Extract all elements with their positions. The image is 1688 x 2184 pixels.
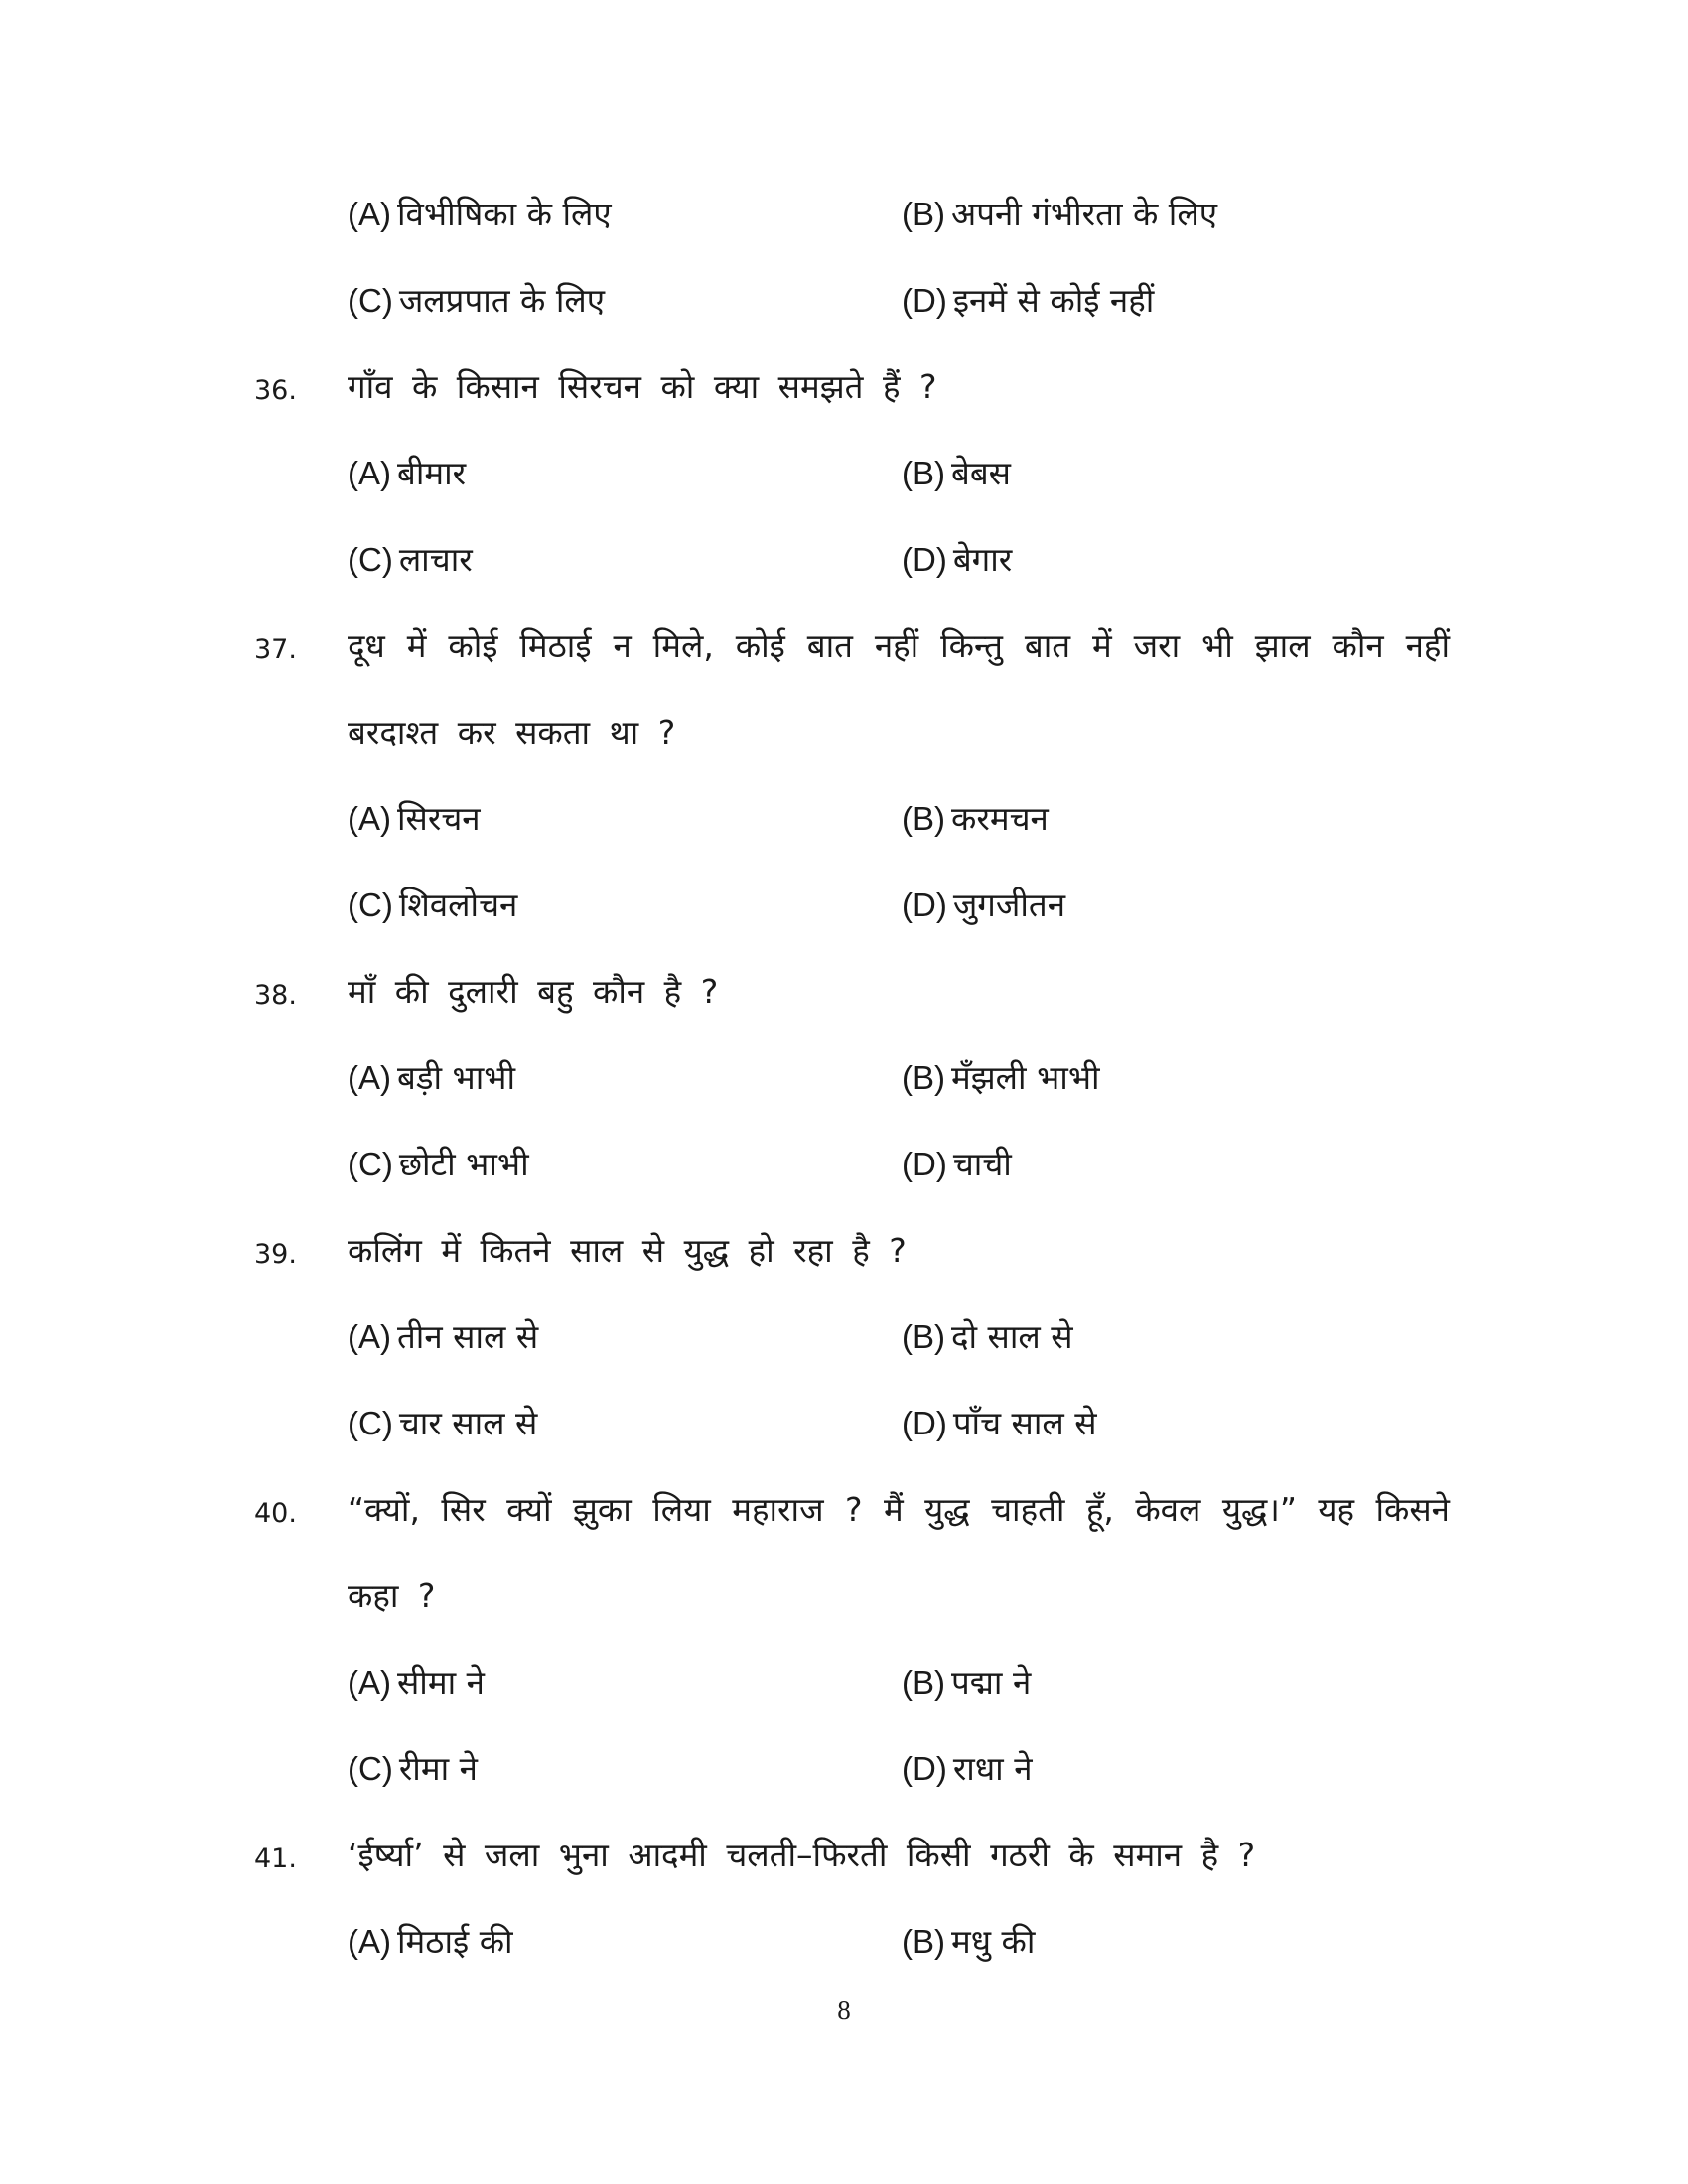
option-row bbox=[0, 862, 1688, 948]
option-text: लाचार bbox=[398, 540, 473, 579]
page-number: 8 bbox=[837, 1995, 851, 2025]
answer-option bbox=[348, 430, 466, 516]
question-text: “क्यों, सिर क्यों झुका लिया महाराज ? मैं युद्ध चाहती हूँ, केवल युद्ध।” यह किसने bbox=[348, 1490, 1450, 1529]
option-text: बेगार bbox=[952, 540, 1013, 579]
option-text: करमचन bbox=[951, 799, 1049, 838]
question-text: ‘ईर्ष्या’ से जला भुना आदमी चलती–फिरती किसी गठरी के समान है ? bbox=[348, 1836, 1256, 1874]
option-row bbox=[0, 257, 1688, 343]
question-text: गाँव के किसान सिरचन को क्या समझते हैं ? bbox=[348, 367, 937, 406]
question-line bbox=[0, 343, 1688, 430]
option-text: बड़ी भाभी bbox=[397, 1058, 516, 1097]
question-block bbox=[0, 1466, 1688, 1812]
option-label: (C) bbox=[348, 1750, 393, 1787]
answer-option bbox=[348, 1639, 485, 1725]
option-label: (C) bbox=[348, 887, 393, 923]
option-text: पद्मा ने bbox=[951, 1663, 1032, 1702]
question-block bbox=[0, 603, 1688, 948]
answer-option bbox=[348, 1380, 537, 1466]
carryover-options bbox=[0, 171, 1688, 343]
question-block bbox=[0, 948, 1688, 1207]
option-label: (B) bbox=[902, 1318, 945, 1355]
option-label: (D) bbox=[902, 887, 947, 923]
question-line bbox=[0, 1812, 1688, 1898]
option-label: (A) bbox=[348, 1318, 391, 1355]
question-number: 36. bbox=[254, 375, 297, 406]
option-row bbox=[0, 1639, 1688, 1725]
question-text: बरदाश्त कर सकता था ? bbox=[348, 713, 676, 751]
option-label: (B) bbox=[902, 800, 945, 837]
answer-option bbox=[902, 1121, 1012, 1207]
answer-option bbox=[902, 1898, 1035, 1984]
answer-option bbox=[348, 257, 605, 343]
option-label: (C) bbox=[348, 1405, 393, 1441]
option-text: मधु की bbox=[951, 1922, 1036, 1961]
question-number: 39. bbox=[254, 1239, 297, 1270]
option-row bbox=[0, 775, 1688, 862]
option-label: (D) bbox=[902, 1405, 947, 1441]
question-block bbox=[0, 1207, 1688, 1466]
option-label: (D) bbox=[902, 282, 947, 319]
question-line bbox=[0, 1553, 1688, 1639]
option-text: शिवलोचन bbox=[398, 886, 518, 924]
option-row bbox=[0, 430, 1688, 516]
answer-option bbox=[348, 171, 612, 257]
option-label: (B) bbox=[902, 1923, 945, 1960]
option-row bbox=[0, 1898, 1688, 1984]
option-text: बीमार bbox=[397, 454, 467, 492]
answer-option bbox=[902, 775, 1049, 862]
option-text: सीमा ने bbox=[397, 1663, 485, 1702]
question-text: दूध में कोई मिठाई न मिले, कोई बात नहीं किन्तु बात में जरा भी झाल कौन नहीं bbox=[348, 626, 1450, 665]
option-text: दो साल से bbox=[951, 1317, 1073, 1356]
option-row bbox=[0, 1380, 1688, 1466]
option-text: मँझली भाभी bbox=[951, 1058, 1100, 1097]
option-row bbox=[0, 1294, 1688, 1380]
option-row bbox=[0, 171, 1688, 257]
question-block bbox=[0, 1812, 1688, 1984]
option-text: चार साल से bbox=[398, 1404, 538, 1442]
answer-option bbox=[902, 430, 1011, 516]
option-label: (C) bbox=[348, 1146, 393, 1182]
option-text: चाची bbox=[952, 1145, 1012, 1183]
answer-option bbox=[348, 1034, 515, 1121]
option-label: (B) bbox=[902, 1059, 945, 1096]
option-text: मिठाई की bbox=[397, 1922, 513, 1961]
answer-option bbox=[348, 775, 481, 862]
option-text: छोटी भाभी bbox=[398, 1145, 529, 1183]
option-label: (D) bbox=[902, 1750, 947, 1787]
option-label: (A) bbox=[348, 455, 391, 491]
option-label: (D) bbox=[902, 1146, 947, 1182]
option-text: जलप्रपात के लिए bbox=[398, 281, 606, 320]
option-text: अपनी गंभीरता के लिए bbox=[951, 195, 1217, 233]
answer-option bbox=[902, 1639, 1031, 1725]
question-line bbox=[0, 948, 1688, 1034]
answer-option bbox=[902, 257, 1154, 343]
option-label: (A) bbox=[348, 800, 391, 837]
answer-option bbox=[348, 516, 473, 603]
question-line bbox=[0, 1466, 1688, 1553]
option-label: (A) bbox=[348, 1059, 391, 1096]
question-number: 41. bbox=[254, 1843, 297, 1874]
question-block bbox=[0, 343, 1688, 603]
question-text: कहा ? bbox=[348, 1576, 436, 1615]
question-text: कलिंग में कितने साल से युद्ध हो रहा है ? bbox=[348, 1231, 907, 1270]
question-line bbox=[0, 1207, 1688, 1294]
answer-option bbox=[348, 1725, 478, 1812]
option-row bbox=[0, 1034, 1688, 1121]
option-label: (B) bbox=[902, 455, 945, 491]
option-label: (B) bbox=[902, 1664, 945, 1701]
option-text: जुगजीतन bbox=[952, 886, 1066, 924]
answer-option bbox=[902, 516, 1012, 603]
option-label: (B) bbox=[902, 196, 945, 232]
option-text: बेबस bbox=[951, 454, 1011, 492]
answer-option bbox=[902, 1294, 1073, 1380]
option-label: (D) bbox=[902, 541, 947, 578]
answer-option bbox=[348, 1121, 529, 1207]
option-row bbox=[0, 516, 1688, 603]
option-label: (C) bbox=[348, 541, 393, 578]
option-text: विभीषिका के लिए bbox=[397, 195, 612, 233]
option-label: (A) bbox=[348, 196, 391, 232]
answer-option bbox=[348, 862, 517, 948]
question-number: 37. bbox=[254, 634, 297, 665]
question-line bbox=[0, 603, 1688, 689]
option-text: तीन साल से bbox=[397, 1317, 539, 1356]
option-text: पाँच साल से bbox=[952, 1404, 1097, 1442]
option-text: राधा ने bbox=[952, 1749, 1033, 1788]
option-row bbox=[0, 1725, 1688, 1812]
question-number: 38. bbox=[254, 980, 297, 1011]
answer-option bbox=[902, 862, 1065, 948]
question-line bbox=[0, 689, 1688, 775]
question-number: 40. bbox=[254, 1498, 297, 1529]
option-label: (A) bbox=[348, 1923, 391, 1960]
option-text: इनमें से कोई नहीं bbox=[952, 281, 1155, 320]
answer-option bbox=[902, 1034, 1100, 1121]
option-label: (C) bbox=[348, 282, 393, 319]
question-text: माँ की दुलारी बहु कौन है ? bbox=[348, 972, 719, 1011]
question-list bbox=[0, 171, 1688, 1984]
option-text: सिरचन bbox=[397, 799, 481, 838]
answer-option bbox=[348, 1294, 538, 1380]
option-label: (A) bbox=[348, 1664, 391, 1701]
answer-option bbox=[902, 1380, 1097, 1466]
answer-option bbox=[902, 1725, 1033, 1812]
answer-option bbox=[902, 171, 1217, 257]
option-row bbox=[0, 1121, 1688, 1207]
option-text: रीमा ने bbox=[398, 1749, 478, 1788]
answer-option bbox=[348, 1898, 513, 1984]
